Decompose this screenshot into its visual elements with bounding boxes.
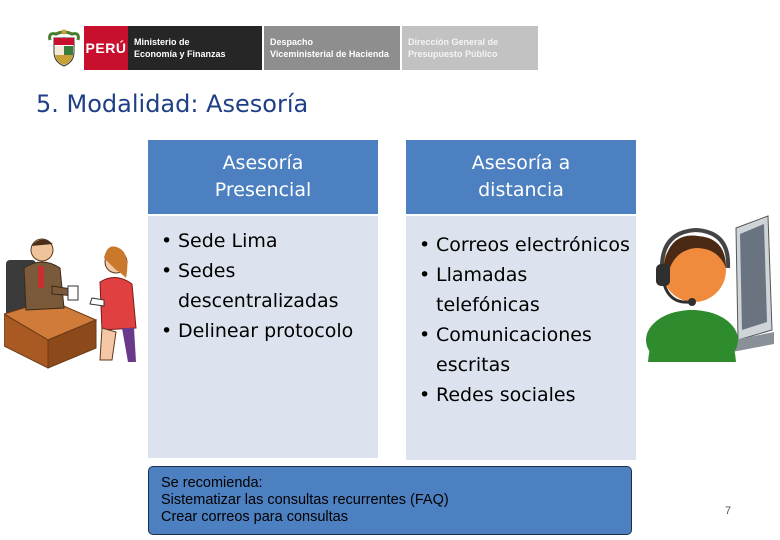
recommendation-line-1: Se recomienda: <box>161 475 263 491</box>
office-label <box>264 26 400 70</box>
meeting-illustration <box>4 228 144 374</box>
remote-list <box>406 216 636 460</box>
list-item: • Redes sociales <box>406 380 636 410</box>
recommendation-line-2: Sistematizar las consultas recurrentes (FAQ) <box>161 492 449 508</box>
remote-header-line-1: Asesoría a <box>471 152 571 174</box>
institution-logo-strip <box>44 26 538 70</box>
direction-line-1: Dirección General de <box>408 37 499 47</box>
coat-of-arms-icon <box>44 26 84 70</box>
page-number: 7 <box>725 505 732 517</box>
list-item: • Sedes descentralizadas <box>148 256 378 316</box>
remote-header <box>406 140 636 214</box>
peru-badge: PERÚ <box>84 26 128 70</box>
office-line-2: Viceministerial de Hacienda <box>270 49 389 59</box>
direction-line-2: Presupuesto Público <box>408 49 498 59</box>
presential-header <box>148 140 378 214</box>
list-item: • Llamadas telefónicas <box>406 260 636 320</box>
ministry-line-1: Ministerio de <box>134 37 190 47</box>
list-item: • Comunicaciones escritas <box>406 320 636 380</box>
recommendation-box <box>148 466 632 535</box>
list-item: • Delinear protocolo <box>148 316 378 346</box>
remote-header-line-2: distancia <box>478 179 564 201</box>
ministry-label <box>128 26 262 70</box>
presential-header-line-2: Presencial <box>214 179 312 201</box>
list-item: • Sede Lima <box>148 226 378 256</box>
recommendation-line-3: Crear correos para consultas <box>161 509 348 525</box>
office-line-1: Despacho <box>270 37 314 47</box>
presential-list <box>148 216 378 458</box>
slide-title: 5. Modalidad: Asesoría <box>36 90 309 118</box>
direction-label <box>402 26 538 70</box>
ministry-line-2: Economía y Finanzas <box>134 49 226 59</box>
call-agent-illustration <box>640 212 775 362</box>
presential-header-line-1: Asesoría <box>222 152 304 174</box>
list-item: • Correos electrónicos <box>406 230 636 260</box>
